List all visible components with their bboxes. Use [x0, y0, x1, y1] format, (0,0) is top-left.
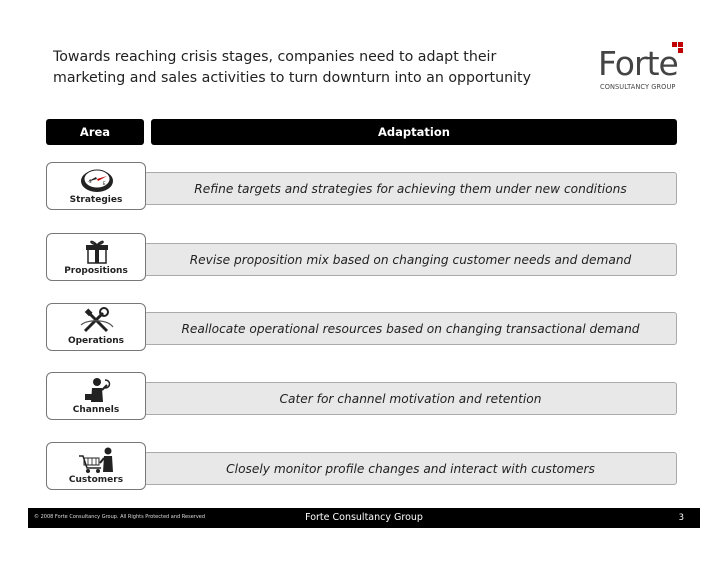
area-label: Customers — [68, 475, 124, 485]
adaptation-bar: Cater for channel motivation and retention — [144, 382, 677, 415]
phone-person-icon — [77, 376, 117, 404]
area-label: Propositions — [64, 266, 128, 276]
title-line-1: Towards reaching crisis stages, companies need to adapt their — [53, 49, 497, 65]
area-label: Strategies — [69, 195, 123, 205]
adaptation-bar: Revise proposition mix based on changing customer needs and demand — [144, 243, 677, 276]
area-label: Channels — [72, 405, 120, 415]
area-label: Operations — [67, 336, 125, 346]
area-card-propositions — [46, 233, 146, 281]
footer-copyright: © 2008 Forte Consultancy Group. All Rights Protected and Reserved — [34, 514, 206, 520]
header-adaptation: Adaptation — [151, 119, 677, 145]
svg-text:E: E — [103, 181, 106, 186]
logo-brand: Forte — [598, 44, 678, 83]
slide-title — [53, 47, 573, 89]
footer — [28, 508, 700, 528]
compass-icon — [77, 166, 117, 194]
logo-square — [678, 42, 683, 47]
logo-square — [678, 48, 683, 53]
logo-subtitle: CONSULTANCY GROUP — [600, 83, 676, 91]
area-card-customers — [46, 442, 146, 490]
header-area: Area — [46, 119, 144, 145]
adaptation-bar: Closely monitor profile changes and interact with customers — [144, 452, 677, 485]
svg-text:S: S — [89, 179, 92, 184]
adaptation-bar: Reallocate operational resources based on changing transactional demand — [144, 312, 677, 345]
forte-logo — [598, 42, 688, 94]
footer-company: Forte Consultancy Group — [305, 512, 423, 523]
area-card-channels — [46, 372, 146, 420]
shopping-cart-icon — [77, 446, 117, 474]
page-number: 3 — [678, 513, 684, 523]
adaptation-bar: Refine targets and strategies for achieving them under new conditions — [144, 172, 677, 205]
area-card-strategies — [46, 162, 146, 210]
title-line-2: marketing and sales activities to turn downturn into an opportunity — [53, 70, 531, 86]
area-card-operations — [46, 303, 146, 351]
gift-icon — [77, 237, 117, 265]
tools-icon — [77, 307, 117, 335]
